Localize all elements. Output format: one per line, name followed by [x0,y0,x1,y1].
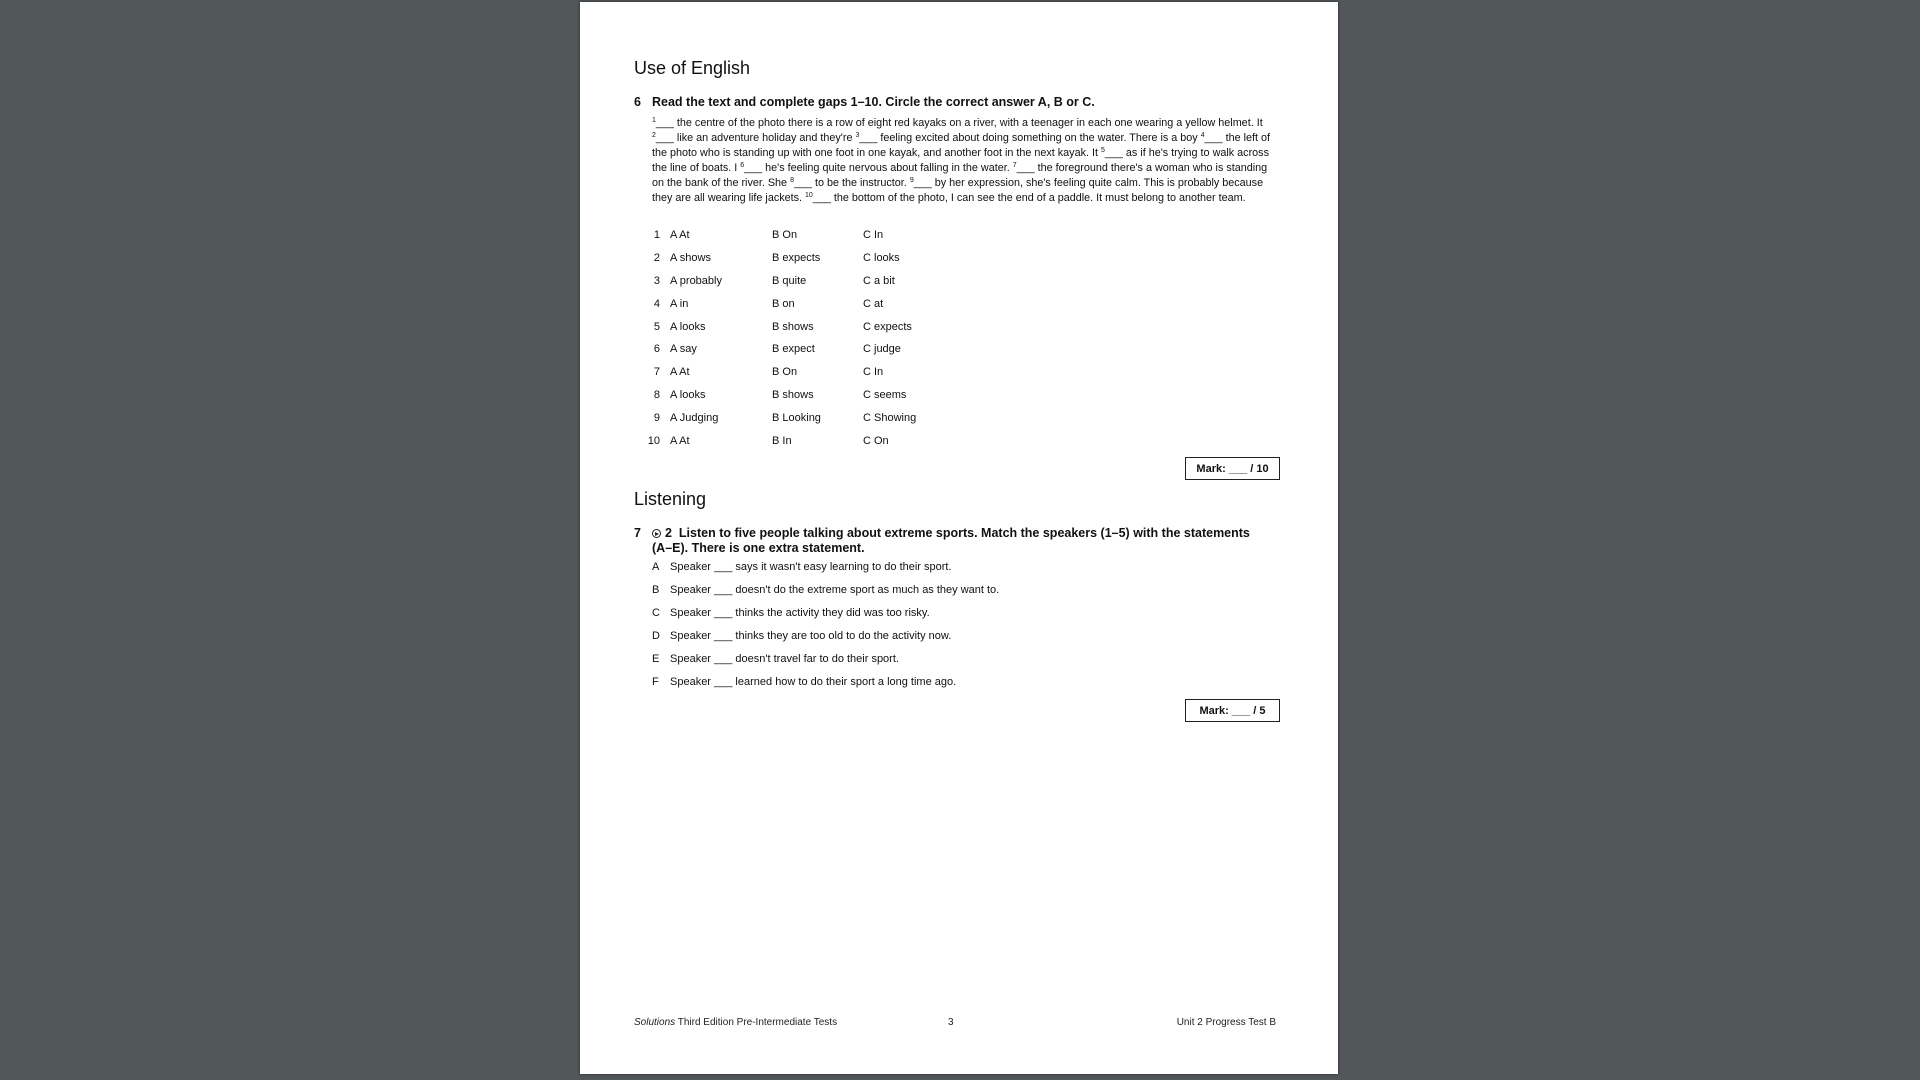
question-7-text [652,526,1272,556]
statement-letter: B [652,584,660,596]
option-b[interactable]: B shows [772,389,814,401]
gap-number: 6 [740,162,745,169]
question-7-number: 7 [634,526,641,540]
option-a[interactable]: A say [670,343,697,355]
option-c[interactable]: C seems [863,389,907,401]
passage-text: ___ as if he's trying to walk across the line of boats. I [652,147,1269,174]
option-b[interactable]: B quite [772,275,807,287]
audio-cd-icon [652,529,661,538]
gap-number: 9 [909,177,914,184]
gap-number: 10 [805,192,813,199]
gap-number: 7 [1012,162,1017,169]
option-b[interactable]: B expect [772,343,815,355]
option-b[interactable]: B On [772,229,798,241]
option-c[interactable]: C a bit [863,275,895,287]
question-6-number: 6 [634,95,641,109]
option-a[interactable]: A in [670,298,689,310]
statement-letter: F [652,676,659,688]
option-b[interactable]: B on [772,298,795,310]
footer-book-name: Solutions [634,1017,676,1028]
option-c[interactable]: C In [863,229,884,241]
passage-text: ___ to be the instructor. [793,177,910,189]
passage-text: ___ feeling excited about doing something on the water. There is a boy [859,132,1201,144]
question-7-instruction: Listen to five people talking about extreme sports. Match the speakers (1–5) with the statements (A–E). There is one extra statement. [652,526,1250,555]
option-a[interactable]: A looks [670,321,706,333]
footer-page-number: 3 [948,1017,954,1028]
option-c[interactable]: C Showing [863,412,917,424]
passage-text: ___ he's feeling quite nervous about falling in the water. [744,162,1013,174]
option-a[interactable]: A At [670,366,690,378]
option-c[interactable]: C looks [863,252,900,264]
option-number: 5 [653,321,660,333]
option-number: 10 [647,435,660,447]
option-a[interactable]: A shows [670,252,711,264]
track-number: 2 [665,526,672,540]
option-c[interactable]: C On [863,435,889,447]
passage-text: ___ the foreground there's a woman who is standing on the bank of the river. She [652,162,1268,189]
question-6-mark-box: Mark: ___ / 10 [1185,457,1280,480]
section-title-use-of-english: Use of English [634,58,751,78]
option-c[interactable]: C at [863,298,884,310]
option-a[interactable]: A probably [670,275,722,287]
option-c[interactable]: C judge [863,343,901,355]
option-b[interactable]: B Looking [772,412,821,424]
option-b[interactable]: B On [772,366,798,378]
passage-text: ___ like an adventure holiday and they're [655,132,856,144]
option-c[interactable]: C In [863,366,884,378]
option-number: 2 [653,252,660,264]
section-title-listening: Listening [634,489,707,509]
question-6-passage [652,116,1272,206]
statement-text: Speaker ___ thinks the activity they did was too risky. [670,607,930,619]
statement-text: Speaker ___ learned how to do their sport a long time ago. [670,676,957,688]
passage-text: ___ the centre of the photo there is a row of eight red kayaks on a river, with a teenager in each one wearing a yellow helmet. It [655,117,1263,129]
footer-book-title [634,1017,837,1028]
option-a[interactable]: A At [670,229,690,241]
option-number: 9 [653,412,660,424]
gap-number: 1 [652,117,656,124]
statement-letter: E [652,653,660,665]
option-number: 7 [653,366,660,378]
gap-number: 4 [1200,132,1205,139]
gap-number: 2 [652,132,656,139]
passage-text: ___ the bottom of the photo, I can see the end of a paddle. It must belong to another team. [812,192,1246,204]
statement-letter: A [652,561,660,573]
option-b[interactable]: B expects [772,252,821,264]
gap-number: 8 [790,177,794,184]
gap-number: 3 [855,132,860,139]
statement-letter: D [652,630,660,642]
option-number: 3 [653,275,660,287]
option-number: 6 [653,343,660,355]
option-b[interactable]: B In [772,435,792,447]
question-7-mark-box: Mark: ___ / 5 [1185,699,1280,722]
document-page [580,2,1338,1074]
option-c[interactable]: C expects [863,321,912,333]
passage-text: ___ by her expression, she's feeling quite calm. This is probably because they are all wearing life jackets. [652,177,1264,204]
option-a[interactable]: A Judging [670,412,719,424]
option-number: 1 [653,229,660,241]
statement-text: Speaker ___ thinks they are too old to do the activity now. [670,630,952,642]
statement-text: Speaker ___ doesn't travel far to do their sport. [670,653,899,665]
footer-book-edition: Third Edition Pre-Intermediate Tests [675,1017,838,1028]
option-number: 8 [653,389,660,401]
option-a[interactable]: A At [670,435,690,447]
option-a[interactable]: A looks [670,389,706,401]
statement-letter: C [652,607,660,619]
statement-text: Speaker ___ says it wasn't easy learning to do their sport. [670,561,952,573]
gap-number: 5 [1100,147,1105,154]
passage-text: ___ the left of the photo who is standing up with one foot in one kayak, and another foot in the next kayak. It [652,132,1271,159]
option-number: 4 [653,298,660,310]
footer-test-name: Unit 2 Progress Test B [1176,1017,1276,1028]
question-6-instruction: Read the text and complete gaps 1–10. Circle the correct answer A, B or C. [652,95,1095,109]
option-b[interactable]: B shows [772,321,814,333]
statement-text: Speaker ___ doesn't do the extreme sport as much as they want to. [670,584,1000,596]
